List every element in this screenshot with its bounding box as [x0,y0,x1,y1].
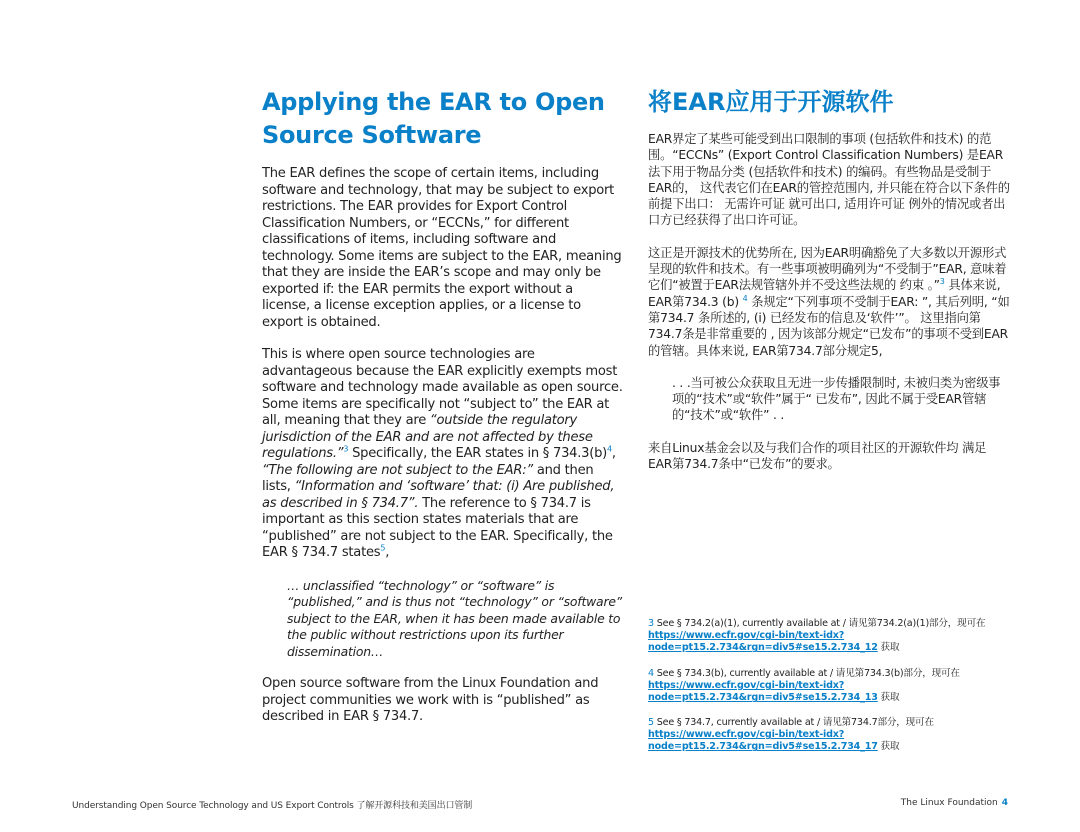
english-p2-text-e: The reference to § 734.7 is important as this section states materials that are “published” are not subject to the EAR. Specifically, the EAR § 734.7 states [262,495,613,560]
chinese-footnote-ref-3[interactable]: 3 [939,277,945,287]
footnote-4-number: 4 [648,668,654,679]
footnote-5-text: See § 734.7, currently available at / 请见第734.7部分，现可在 [653,717,934,728]
chinese-title: 将EAR应用于开源软件 [648,88,894,116]
english-p2-emphasis-2: “The following are not subject to the EAR:” [262,462,533,478]
footer-document-title: Understanding Open Source Technology and US Export Controls 了解开源科技和美国出口管制 [72,801,473,811]
english-title-line-1: Applying the EAR to Open [262,88,605,116]
english-p2-text-c: , [611,446,616,461]
footnote-4-link[interactable]: https://www.ecfr.gov/cgi-bin/text-idx?node=pt15.2.734&rgn=div5#se15.2.734_13 [648,680,878,704]
footnote-3-number: 3 [648,618,654,629]
footnote-4 [648,668,1010,705]
chinese-p2-text-b: 具体来说, EAR第734.3 (b) [648,278,1001,309]
english-title-line-2: Source Software [262,121,482,149]
english-p2-text-a: This is where open source technologies are advantageous because the EAR explicitly exempts most software and technology made available as open source. Some items are specifically not “subject to” the EAR at all, meaning that they are [262,347,623,428]
chinese-p2-text-a: 这正是开源技术的优势所在, 因为EAR明确豁免了大多数以开源形式呈现的软件和技术。有一些事项被明确列为“不受制于”EAR, 意味着它们“被置于EAR法规管辖外并不受这些法规的 约束 。” [648,245,1007,293]
footnote-3-suffix: 获取 [877,642,900,654]
chinese-block-quote: . . .当可被公众获取且无进一步传播限制时, 未被归类为密级事项的“技术”或“软件”属于“ 已发布”, 因此不属于受EAR管辖的“技术”或“软件” . . [672,375,1001,423]
footer-organization: The Linux Foundation [900,798,998,808]
english-block-quote: … unclassified “technology” or “software” is “published,” and is thus not “technology” or “software” subject to the EAR, when it has been made available to the public without restrictions upon its further dissemination… [287,577,622,659]
english-paragraph-2 [262,347,624,562]
english-title [262,86,624,152]
english-column [262,86,624,726]
chinese-paragraph-1: EAR界定了某些可能受到出口限制的事项 (包括软件和技术) 的范围。“ECCNs” (Export Control Classification Numbers) 是EAR法下用于物品分类 (包括软件和技术) 的编码。有些物品是受制于EAR的， 这代表它们在EAR的管控范围内, 并只能在符合以下条件的前提下出口： 无需许可证 就可出口, 适用许可证 例外的情况或者出口方已经获得了出口许可证。 [648,132,1010,228]
english-p2-text-d: and then lists, [262,462,594,494]
page-number: 4 [1001,798,1008,808]
chinese-p2-text-c: 条规定“下列事项不受制于EAR: ”, 其后列明, “如第734.7 条所述的, (i) 已经发布的信息及‘软件’”。 这里指向第734.7条是非常重要的 , 因为该部分规定“已发布”的事项不受到EAR的管辖。具体来说, EAR第734.7部分规定5, [648,294,1010,358]
chinese-paragraph-3: 来自Linux基金会以及与我们合作的项目社区的开源软件均 满足EAR第734.7条中“已发布”的要求。 [648,440,987,472]
footnote-ref-4[interactable]: 4 [607,444,612,454]
english-paragraph-1: The EAR defines the scope of certain items, including software and technology, that may be subject to export restrictions. The EAR provides for Export Control Classification Numbers, or “ECCNs,” for different classifications of items, including software and technology. Some items are subject to the EAR, meaning that they are inside the EAR’s scope and may only be exported if: the EAR permits the export without a license, a license exception applies, or a license to export is obtained. [262,166,622,330]
chinese-paragraph-2 [648,245,1010,359]
footnote-3-link[interactable]: https://www.ecfr.gov/cgi-bin/text-idx?node=pt15.2.734&rgn=div5#se15.2.734_12 [648,630,878,654]
footnote-3 [648,618,1010,655]
footnote-5-suffix: 获取 [877,741,900,753]
english-p2-text-f: , [385,545,390,560]
footnote-ref-3[interactable]: 3 [343,444,349,454]
chinese-footnote-ref-4[interactable]: 4 [742,293,748,303]
chinese-column [648,86,1010,472]
footer-right [901,798,1008,808]
footnote-5-number: 5 [648,717,654,728]
footnote-5-link[interactable]: https://www.ecfr.gov/cgi-bin/text-idx?node=pt15.2.734&rgn=div5#se15.2.734_17 [648,729,878,753]
footnote-3-text: See § 734.2(a)(1), currently available at / 请见第734.2(a)(1)部分，现可在 [653,618,986,629]
footnote-4-suffix: 获取 [877,692,900,704]
footnote-ref-5[interactable]: 5 [380,543,386,553]
english-p2-emphasis-1: “outside the regulatory jurisdiction of the EAR and are not affected by these regulations.” [262,413,593,461]
footnote-4-text: See § 734.3(b), currently available at / 请见第734.3(b)部分，现可在 [653,668,960,679]
footnote-5 [648,717,1010,754]
english-p2-text-b: Specifically, the EAR states in § 734.3(b) [348,446,608,461]
english-paragraph-3: Open source software from the Linux Foundation and project communities we work with is “published” as described in EAR § 734.7. [262,676,599,724]
english-p2-emphasis-3: “Information and ‘software’ that: (i) Are published, as described in § 734.7”. [262,479,615,511]
